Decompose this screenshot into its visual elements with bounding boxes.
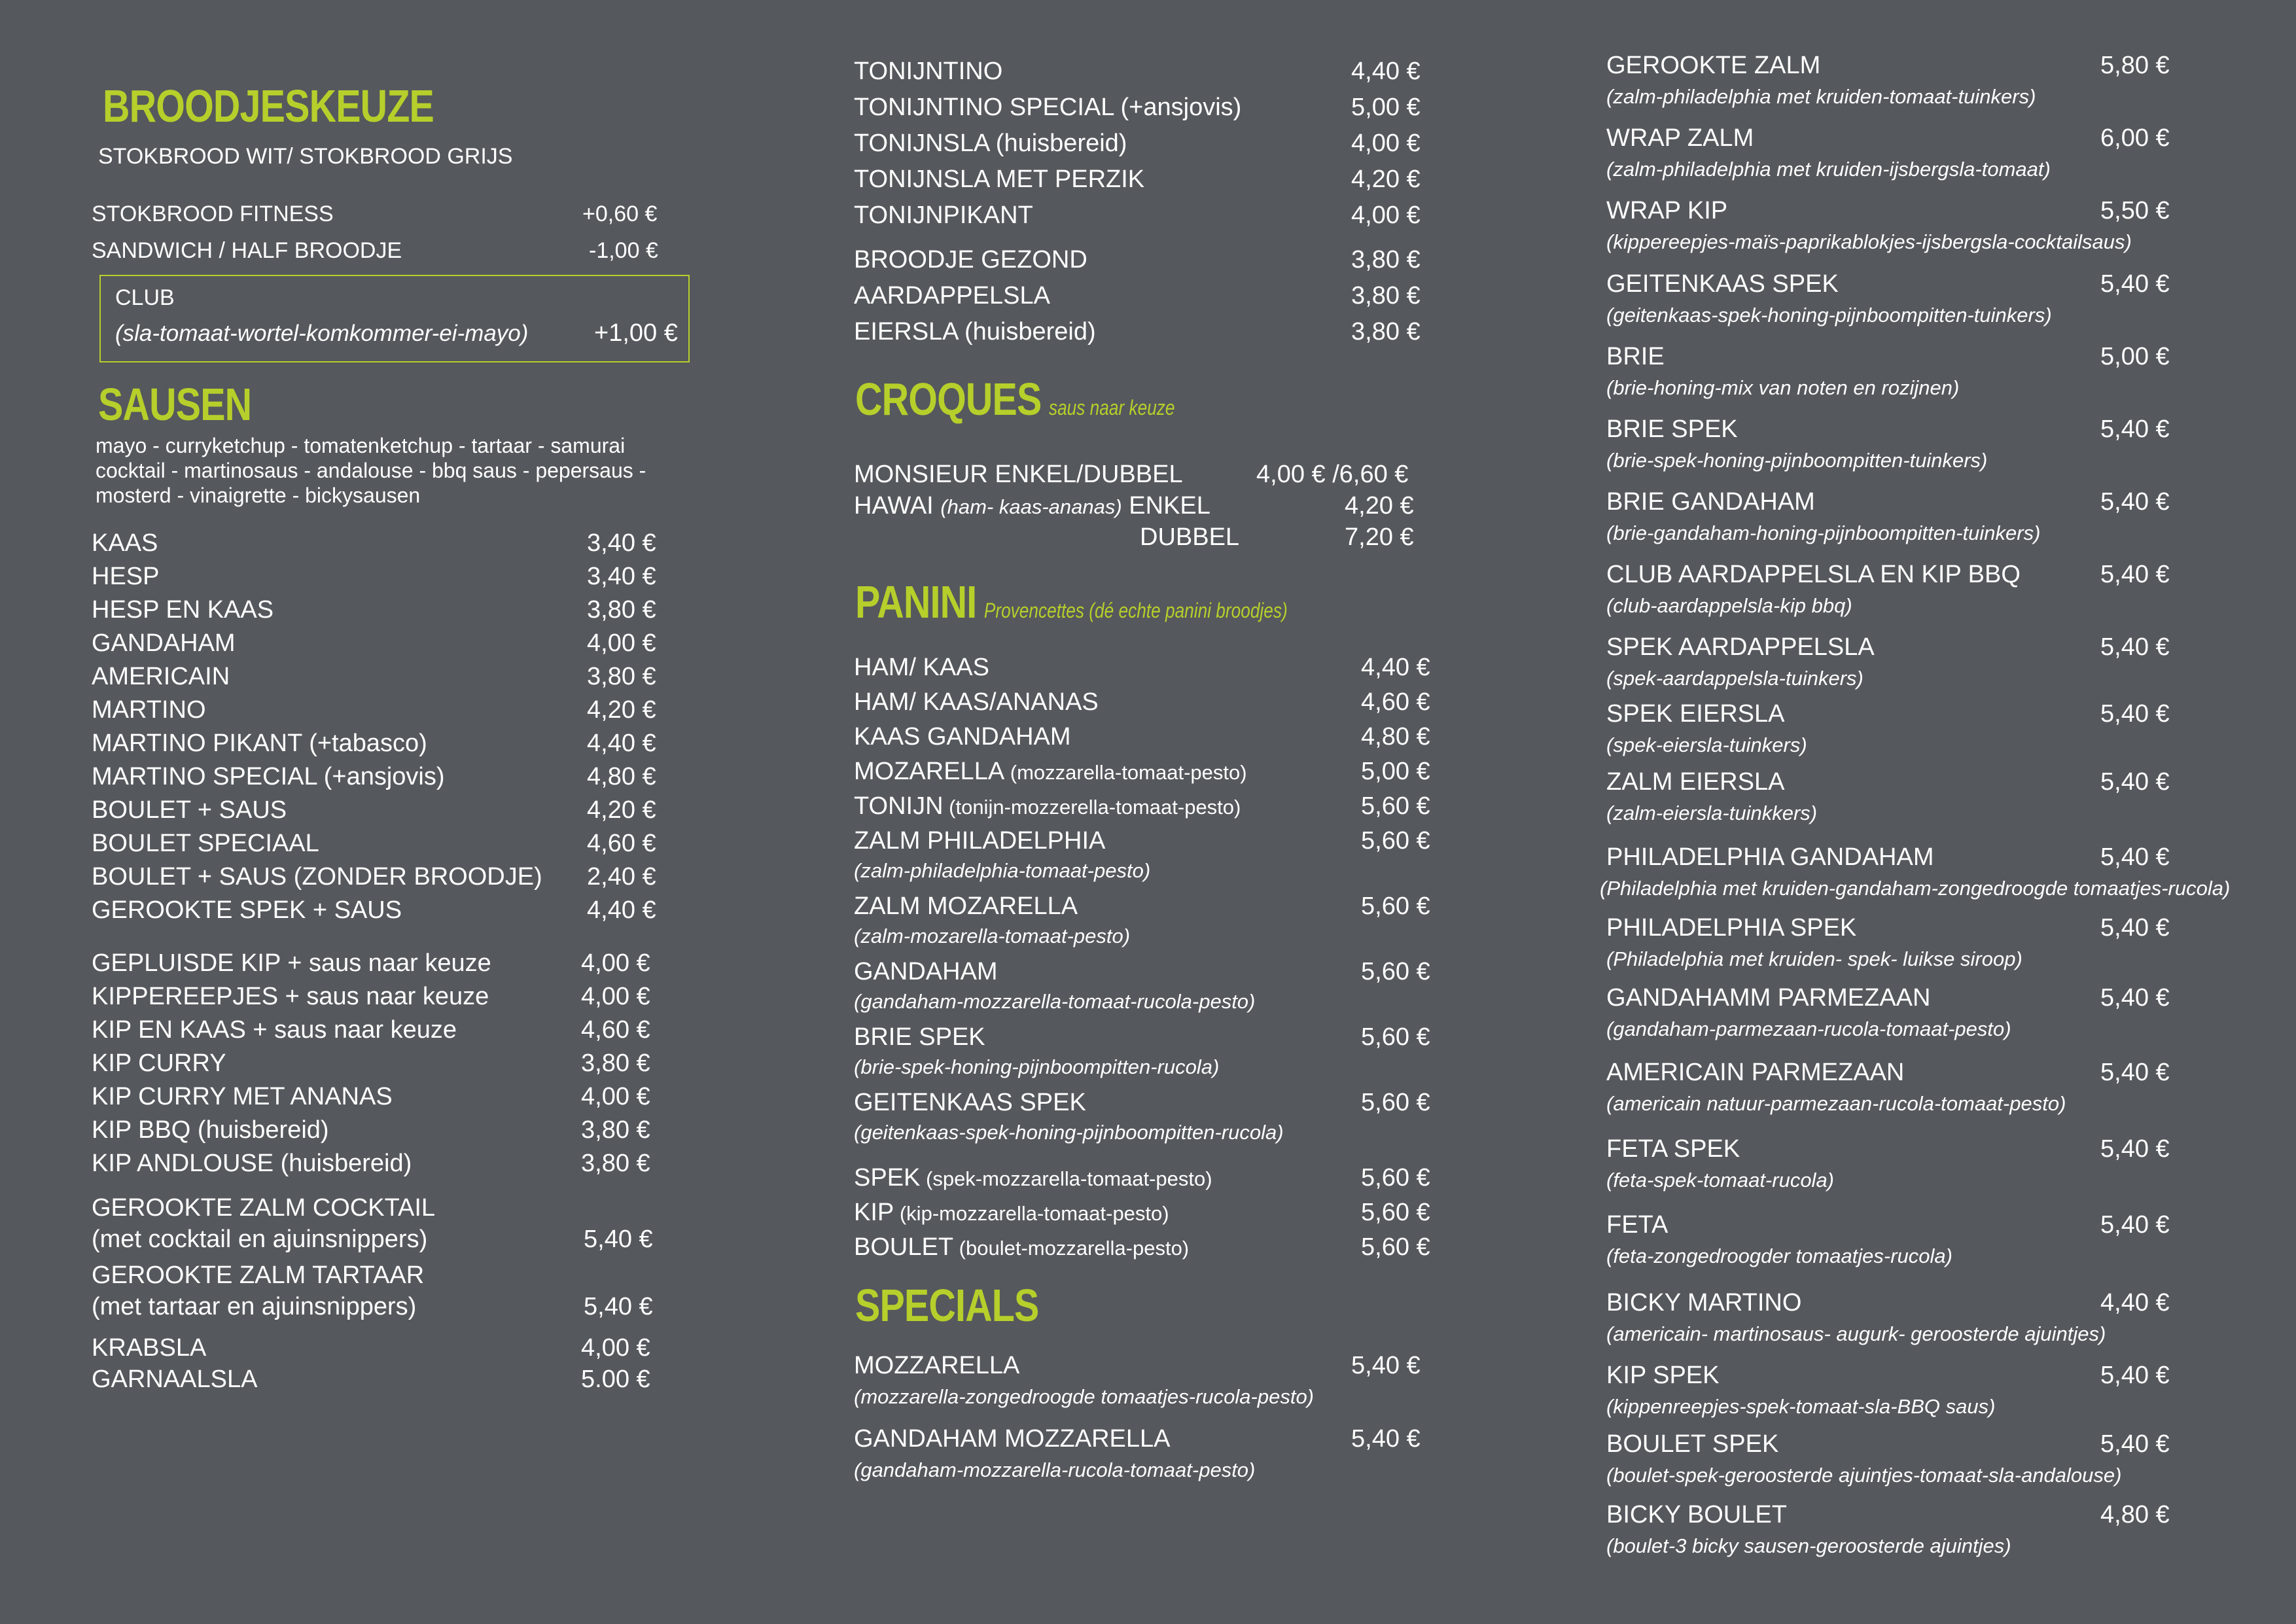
menu-item-description: (feta-zongedroogder tomaatjes-rucola) bbox=[1606, 1244, 1952, 1267]
menu-item-name: HESP bbox=[92, 563, 160, 590]
broodjeskeuze-heading: BROODJESKEUZE bbox=[103, 80, 434, 132]
menu-item-price: 3,80 € bbox=[587, 663, 656, 690]
menu-item-price: 3,40 € bbox=[587, 529, 656, 557]
menu-item-price: 5,60 € bbox=[1361, 1233, 1430, 1261]
menu-item-name: HESP EN KAAS bbox=[92, 596, 274, 624]
menu-item-name: GANDAHAM bbox=[92, 629, 236, 657]
menu-item-name: KIP (kip-mozzarella-tomaat-pesto) bbox=[854, 1199, 1169, 1226]
menu-item-price: 5,40 € bbox=[2100, 914, 2170, 942]
menu-item-name: HAM/ KAAS bbox=[854, 654, 989, 681]
menu-item-price: 4,80 € bbox=[2100, 1501, 2170, 1528]
menu-item-price: 5,80 € bbox=[2100, 52, 2170, 79]
menu-item-price: 5,60 € bbox=[1361, 1089, 1430, 1116]
menu-item-name: BRIE GANDAHAM bbox=[1606, 488, 1815, 516]
menu-item-price: 4,20 € bbox=[1351, 166, 1421, 193]
menu-item-price: 5,60 € bbox=[1361, 892, 1430, 920]
menu-item-name: KIP BBQ (huisbereid) bbox=[92, 1116, 329, 1144]
menu-item-price: 4,40 € bbox=[587, 896, 656, 924]
menu-item-name: BRIE SPEK bbox=[1606, 415, 1738, 443]
menu-item-name: KAAS bbox=[92, 529, 158, 557]
club-name: CLUB bbox=[115, 285, 175, 310]
menu-item-description: (kippenreepjes-spek-tomaat-sla-BBQ saus) bbox=[1606, 1395, 1996, 1418]
menu-item-price: 5,60 € bbox=[1361, 1164, 1430, 1192]
menu-item-description: (spek-eiersla-tuinkers) bbox=[1606, 733, 1807, 756]
club-price-text: +1,00 € bbox=[594, 319, 678, 347]
menu-item-price: 5,40 € bbox=[2100, 270, 2170, 298]
menu-item-description: (gandaham-mozzarella-tomaat-rucola-pesto) bbox=[854, 990, 1256, 1013]
menu-item-price: 5,40 € bbox=[1351, 1352, 1421, 1379]
menu-item-price: 5,40 € bbox=[584, 1293, 653, 1320]
menu-item-name: TONIJNTINO SPECIAL (+ansjovis) bbox=[854, 94, 1242, 121]
menu-item-name: CLUB AARDAPPELSLA EN KIP BBQ bbox=[1606, 561, 2021, 588]
menu-item-name: BOULET (boulet-mozzarella-pesto) bbox=[854, 1233, 1190, 1261]
menu-item-description: (club-aardappelsla-kip bbq) bbox=[1606, 594, 1852, 617]
menu-item-name: KIP CURRY MET ANANAS bbox=[92, 1083, 393, 1110]
menu-item-name: KIP ANDLOUSE (huisbereid) bbox=[92, 1150, 412, 1177]
menu-item-description: (boulet-3 bicky sausen-geroosterde ajuintjes) bbox=[1606, 1534, 2011, 1557]
menu-item-price: 5,60 € bbox=[1361, 1023, 1430, 1051]
menu-item-description: (americain- martinosaus- augurk- geroosterde ajuintjes) bbox=[1606, 1322, 2106, 1345]
menu-item-name: GEPLUISDE KIP + saus naar keuze bbox=[92, 949, 491, 977]
sausen-list: mayo - curryketchup - tomatenketchup - tartaar - samurai cocktail - martinosaus - andalouse - bbq saus - pepersaus - mosterd - vinaigrette - bickysausen bbox=[96, 434, 646, 507]
panini-heading: PANINI Provencettes (dé echte panini broodjes) bbox=[855, 576, 1288, 627]
menu-item-price: 4,40 € bbox=[2100, 1289, 2170, 1316]
menu-item-name: KRABSLA bbox=[92, 1334, 207, 1362]
menu-item-name: BOULET + SAUS bbox=[92, 796, 287, 824]
menu-item-description: (geitenkaas-spek-honing-pijnboompitten-rucola) bbox=[854, 1121, 1284, 1144]
menu-item-price: 4,60 € bbox=[1361, 688, 1430, 716]
menu-item-price: 4,60 € bbox=[587, 830, 656, 857]
menu-item-description: (zalm-eiersla-tuinkkers) bbox=[1606, 802, 1818, 824]
menu-item-name: WRAP KIP bbox=[1606, 197, 1728, 224]
menu-item-name: TONIJNSLA (huisbereid) bbox=[854, 130, 1127, 157]
menu-item-price: 5,40 € bbox=[2100, 984, 2170, 1012]
menu-item-name: GEITENKAAS SPEK bbox=[1606, 270, 1839, 298]
menu-item-name: KIP SPEK bbox=[1606, 1362, 1720, 1389]
menu-item-note: (spek-mozzarella-tomaat-pesto) bbox=[920, 1167, 1212, 1190]
menu-item-description: (brie-spek-honing-pijnboompitten-tuinkers) bbox=[1606, 449, 1988, 472]
menu-item-name: BOULET SPEK bbox=[1606, 1430, 1779, 1458]
croques-heading: CROQUES saus naar keuze bbox=[855, 374, 1175, 425]
menu-item-description: (boulet-spek-geroosterde ajuintjes-tomaat-sla-andalouse) bbox=[1606, 1464, 2122, 1487]
menu-item-name: BICKY MARTINO bbox=[1606, 1289, 1802, 1316]
menu-item-price: 4,80 € bbox=[1361, 723, 1430, 750]
menu-item-description: (Philadelphia met kruiden-gandaham-zongedroogde tomaatjes-rucola) bbox=[1600, 877, 2231, 900]
menu-item-name: KIPPEREEPJES + saus naar keuze bbox=[92, 983, 489, 1010]
menu-item-name: TONIJNSLA MET PERZIK bbox=[854, 166, 1145, 193]
menu-item-name: AMERICAIN PARMEZAAN bbox=[1606, 1059, 1905, 1086]
bread-base-text: STOKBROOD WIT/ STOKBROOD GRIJS bbox=[98, 144, 513, 169]
menu-item-name: BRIE bbox=[1606, 343, 1665, 370]
menu-item-description: (zalm-philadelphia met kruiden-ijsbergsla-tomaat) bbox=[1606, 158, 2051, 181]
menu-item-note: (mozzarella-tomaat-pesto) bbox=[1004, 761, 1247, 784]
menu-item-name: AMERICAIN bbox=[92, 663, 230, 690]
menu-item-name: ZALM PHILADELPHIA bbox=[854, 827, 1106, 855]
menu-item-price: 4,00 € bbox=[581, 983, 650, 1010]
menu-item-price: 4,00 € bbox=[581, 1083, 650, 1110]
menu-item-name: MARTINO PIKANT (+tabasco) bbox=[92, 730, 427, 757]
menu-item-price: 5,40 € bbox=[2100, 561, 2170, 588]
menu-item-name: SPEK EIERSLA bbox=[1606, 700, 1785, 728]
menu-item-price: 5,60 € bbox=[1361, 958, 1430, 985]
menu-item-price: 5,50 € bbox=[2100, 197, 2170, 224]
menu-item-description: (americain natuur-parmezaan-rucola-tomaat-pesto) bbox=[1606, 1092, 2066, 1115]
menu-item-price: 2,40 € bbox=[587, 863, 656, 891]
menu-item-price: 6,00 € bbox=[2100, 124, 2170, 152]
menu-item-price: 5,40 € bbox=[2100, 1430, 2170, 1458]
menu-item-name: MOZARELLA (mozzarella-tomaat-pesto) bbox=[854, 758, 1247, 785]
menu-item-price: 5,60 € bbox=[1361, 792, 1430, 820]
menu-item-name: KAAS GANDAHAM bbox=[854, 723, 1071, 750]
menu-item-name: GEROOKTE ZALM bbox=[1606, 52, 1821, 79]
menu-item-price: 3,80 € bbox=[1351, 318, 1421, 345]
menu-item-name: FETA bbox=[1606, 1211, 1669, 1239]
menu-item-price: 4,40 € bbox=[587, 730, 656, 757]
menu-item-name: MARTINO SPECIAL (+ansjovis) bbox=[92, 763, 445, 790]
menu-item-name: GANDAHAM MOZZARELLA bbox=[854, 1425, 1171, 1453]
menu-item-name: BRIE SPEK bbox=[854, 1023, 985, 1051]
menu-item-name: BICKY BOULET bbox=[1606, 1501, 1787, 1528]
menu-item-name: GEROOKTE ZALM COCKTAIL bbox=[92, 1194, 436, 1222]
menu-item-price: 5,00 € bbox=[1361, 758, 1430, 785]
menu-item-price: 3,80 € bbox=[587, 596, 656, 624]
menu-item-price: 3,80 € bbox=[581, 1050, 650, 1077]
menu-item-description: (brie-honing-mix van noten en rozijnen) bbox=[1606, 376, 1960, 399]
menu-item-description: (gandaham-parmezaan-rucola-tomaat-pesto) bbox=[1606, 1017, 2011, 1040]
menu-item-name: HAM/ KAAS/ANANAS bbox=[854, 688, 1099, 716]
menu-item-description: (zalm-mozarella-tomaat-pesto) bbox=[854, 925, 1131, 947]
menu-item-description: (zalm-philadelphia-tomaat-pesto) bbox=[854, 859, 1151, 882]
menu-item-price: 4,60 € bbox=[581, 1016, 650, 1044]
menu-item-name: GARNAALSLA bbox=[92, 1366, 258, 1393]
menu-item-name: KIP EN KAAS + saus naar keuze bbox=[92, 1016, 457, 1044]
menu-item-description: (spek-aardappelsla-tuinkers) bbox=[1606, 667, 1863, 690]
menu-item-price: 3,80 € bbox=[581, 1150, 650, 1177]
menu-item-description: (zalm-philadelphia met kruiden-tomaat-tuinkers) bbox=[1606, 85, 2036, 108]
menu-item-description: (brie-spek-honing-pijnboompitten-rucola) bbox=[854, 1055, 1220, 1078]
menu-item-price: 4,20 € bbox=[587, 696, 656, 724]
menu-item-price: 4,80 € bbox=[587, 763, 656, 790]
club-box bbox=[99, 275, 690, 362]
menu-item-name: MARTINO bbox=[92, 696, 206, 724]
menu-item-name: SPEK (spek-mozzarella-tomaat-pesto) bbox=[854, 1164, 1212, 1192]
menu-item-name: GEROOKTE SPEK + SAUS bbox=[92, 896, 402, 924]
menu-item-price: 5,40 € bbox=[2100, 415, 2170, 443]
menu-item-name: EIERSLA (huisbereid) bbox=[854, 318, 1096, 345]
menu-item-price: 5,60 € bbox=[1361, 827, 1430, 855]
specials-heading: SPECIALS bbox=[855, 1280, 1039, 1331]
menu-item-name: GEITENKAAS SPEK bbox=[854, 1089, 1086, 1116]
menu-item-description: (kippereepjes-maïs-paprikablokjes-ijsbergsla-cocktailsaus) bbox=[1606, 230, 2132, 253]
menu-item-description: (Philadelphia met kruiden- spek- luikse siroop) bbox=[1606, 947, 2022, 970]
menu-item-description: (feta-spek-tomaat-rucola) bbox=[1606, 1169, 1835, 1192]
menu-item-price: 5,40 € bbox=[1351, 1425, 1421, 1453]
menu-item-name: TONIJNPIKANT bbox=[854, 202, 1033, 229]
menu-item-price: 3,40 € bbox=[587, 563, 656, 590]
menu-item-price: 3,80 € bbox=[1351, 282, 1421, 309]
menu-item-price: 5,40 € bbox=[584, 1226, 653, 1253]
menu-item-price: 5,40 € bbox=[2100, 633, 2170, 661]
menu-item-name: SPEK AARDAPPELSLA bbox=[1606, 633, 1875, 661]
menu-item-name: WRAP ZALM bbox=[1606, 124, 1754, 152]
sausen-heading: SAUSEN bbox=[98, 379, 252, 430]
menu-item-note: (boulet-mozzarella-pesto) bbox=[953, 1237, 1190, 1260]
menu-item-price: 5,40 € bbox=[2100, 1059, 2170, 1086]
menu-item-name: ZALM EIERSLA bbox=[1606, 768, 1785, 796]
menu-item-name: TONIJNTINO bbox=[854, 58, 1003, 85]
club-desc: (sla-tomaat-wortel-komkommer-ei-mayo) bbox=[115, 321, 529, 346]
menu-item-name: (met tartaar en ajuinsnippers) bbox=[92, 1293, 417, 1320]
menu-item-description: (mozzarella-zongedroogde tomaatjes-rucola-pesto) bbox=[854, 1385, 1315, 1408]
menu-item-name: (met cocktail en ajuinsnippers) bbox=[92, 1226, 428, 1253]
menu-item-name: PHILADELPHIA SPEK bbox=[1606, 914, 1857, 942]
menu-item-price: 4,00 € bbox=[581, 949, 650, 977]
menu-item-price: 4,40 € bbox=[1351, 58, 1421, 85]
menu-item-price: 5,40 € bbox=[2100, 1211, 2170, 1239]
menu-item-price: 4,00 € bbox=[1351, 130, 1421, 157]
menu-item-price: 5,40 € bbox=[2100, 768, 2170, 796]
menu-item-name: MOZZARELLA bbox=[854, 1352, 1020, 1379]
menu-item-name: KIP CURRY bbox=[92, 1050, 226, 1077]
menu-item-name: GEROOKTE ZALM TARTAAR bbox=[92, 1262, 425, 1289]
menu-item-price: 5,60 € bbox=[1361, 1199, 1430, 1226]
menu-item-description: (geitenkaas-spek-honing-pijnboompitten-tuinkers) bbox=[1606, 304, 2052, 327]
menu-item-price: 3,80 € bbox=[1351, 246, 1421, 274]
menu-item-name: BOULET SPECIAAL bbox=[92, 830, 319, 857]
menu-item-name: GANDAHAM bbox=[854, 958, 998, 985]
menu-item-price: 4,40 € bbox=[1361, 654, 1430, 681]
menu-item-name: BROODJE GEZOND bbox=[854, 246, 1087, 274]
menu-item-name: ZALM MOZARELLA bbox=[854, 892, 1078, 920]
menu-item-price: 5,40 € bbox=[2100, 843, 2170, 871]
menu-item-price: 3,80 € bbox=[581, 1116, 650, 1144]
menu-item-price: 5,40 € bbox=[2100, 1362, 2170, 1389]
menu-item-price: 4,20 € bbox=[587, 796, 656, 824]
menu-item-name: FETA SPEK bbox=[1606, 1135, 1740, 1163]
menu-item-name: AARDAPPELSLA bbox=[854, 282, 1050, 309]
menu-item-description: (brie-gandaham-honing-pijnboompitten-tuinkers) bbox=[1606, 521, 2041, 544]
menu-item-price: 5,40 € bbox=[2100, 1135, 2170, 1163]
menu-item-price: 5,40 € bbox=[2100, 488, 2170, 516]
menu-item-price: 4,00 € bbox=[587, 629, 656, 657]
menu-item-note: (tonijn-mozzerella-tomaat-pesto) bbox=[943, 796, 1241, 819]
menu-item-name: GANDAHAMM PARMEZAAN bbox=[1606, 984, 1931, 1012]
menu-item-name: TONIJN (tonijn-mozzerella-tomaat-pesto) bbox=[854, 792, 1241, 820]
menu-item-price: 5,40 € bbox=[2100, 700, 2170, 728]
menu-item-price: 5,00 € bbox=[2100, 343, 2170, 370]
menu-item-name: BOULET + SAUS (ZONDER BROODJE) bbox=[92, 863, 542, 891]
menu-item-price: 5,00 € bbox=[1351, 94, 1421, 121]
menu-item-price: 4,00 € bbox=[581, 1334, 650, 1362]
menu-item-note: (kip-mozzarella-tomaat-pesto) bbox=[894, 1202, 1169, 1225]
menu-item-description: (gandaham-mozzarella-rucola-tomaat-pesto) bbox=[854, 1458, 1256, 1481]
menu-item-price: 5.00 € bbox=[581, 1366, 650, 1393]
menu-item-name: PHILADELPHIA GANDAHAM bbox=[1606, 843, 1934, 871]
menu-item-price: 4,00 € bbox=[1351, 202, 1421, 229]
